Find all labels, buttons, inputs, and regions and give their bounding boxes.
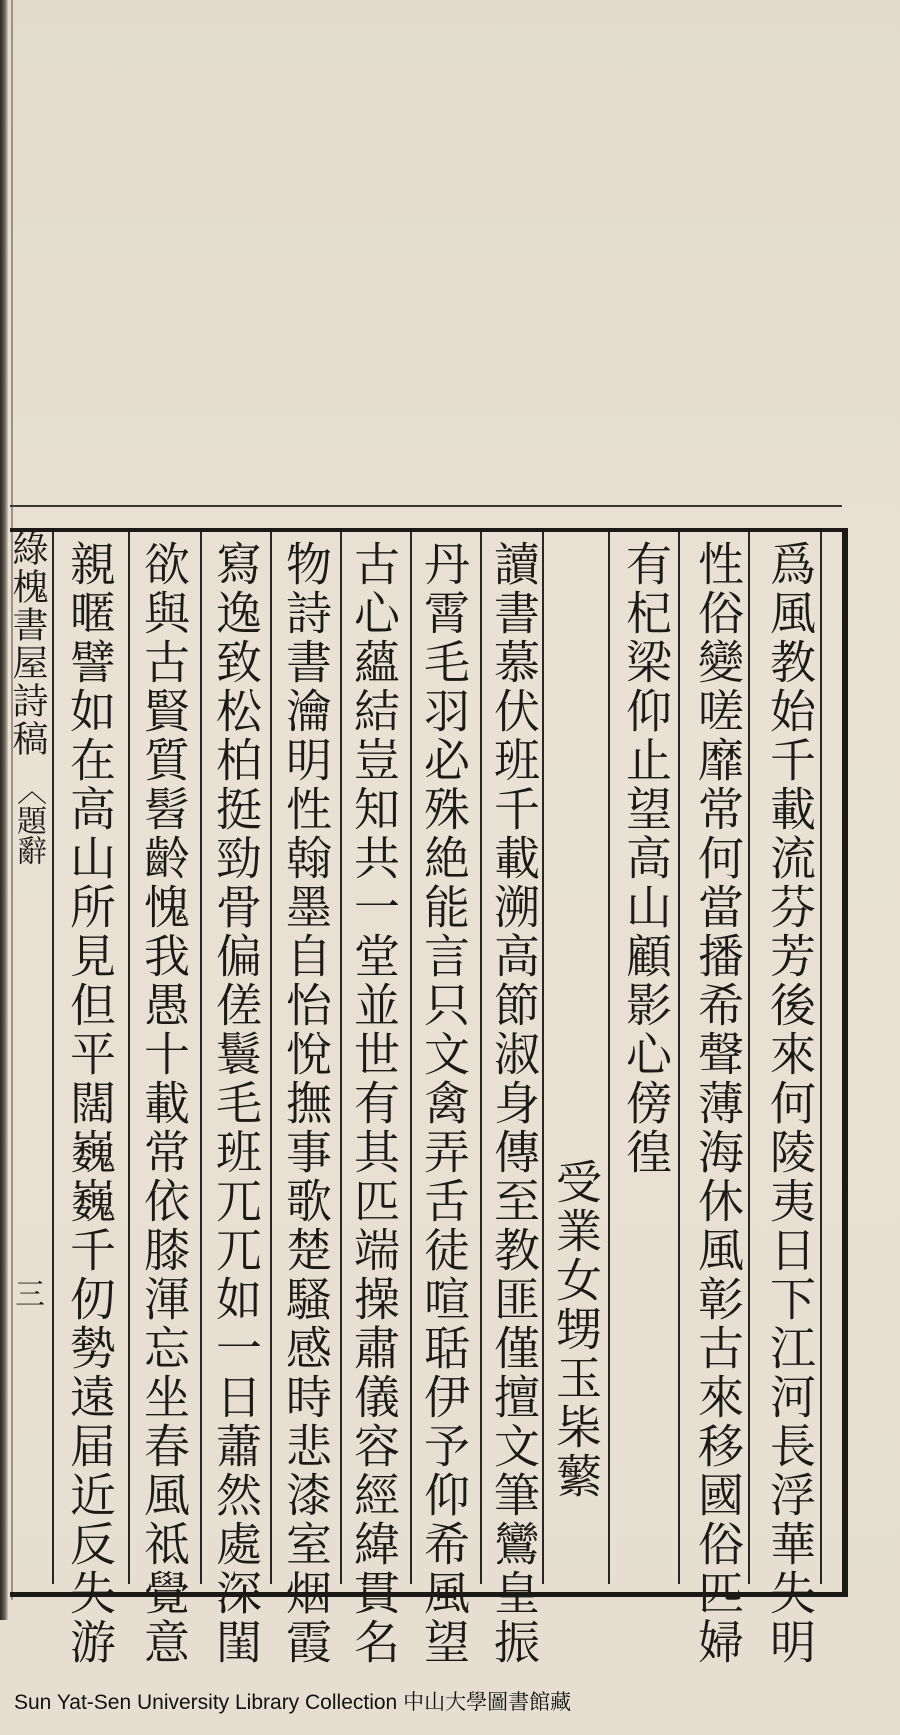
text-column-3: 有杞梁仰止望高山顧影心傍徨 [619,540,673,1177]
column-rule [678,532,680,1584]
column-rule [128,532,130,1584]
column-rule [542,532,544,1584]
text-column-5: 丹霄毛羽必殊絶能言只文禽弄舌徒喧聒伊予仰希風望 [417,540,471,1667]
column-rule [200,532,202,1584]
text-column-8: 寫逸致松柏挺勁骨偏傞鬟毛班兀兀如一日蕭然處深閨 [209,540,263,1667]
column-rule [820,532,822,1584]
frame-upper-rule [10,505,842,507]
section-mark: 〈 [11,775,46,805]
column-rule [748,532,750,1584]
section-label [6,775,46,865]
column-rule [52,532,54,1584]
column-rule [340,532,342,1584]
library-credit: Sun Yat-Sen University Library Collection 中山大學圖書館藏 [14,1691,572,1714]
section-title: 題辭 [11,805,46,865]
column-rule [608,532,610,1584]
text-column-6: 古心蘊結豈知共一堂並世有其匹端操肅儀容經緯貫名 [347,540,401,1667]
page-number: 三 [9,1278,44,1308]
column-rule [480,532,482,1584]
text-column-1: 爲風教始千載流芬芳後來何陵夷日下江河長浮華失明 [763,540,817,1667]
text-column-10: 親暱譬如在高山所見但平闊巍巍千仞勢遠届近反失游 [63,540,117,1667]
text-column-2: 性俗變嗟靡常何當播希聲薄海休風彰古來移國俗匹婦 [691,540,745,1667]
author-line: 受業女甥玉枈蘩 [549,1158,603,1501]
book-title: 綠槐書屋詩稿 [7,530,48,758]
text-column-7: 物詩書瀹明性翰墨自怡悅撫事歌楚騷感時悲漆室烟霞 [279,540,333,1667]
column-rule [410,532,412,1584]
text-column-9: 欲與古賢質髫齡愧我愚十載常依膝渾忘坐春風祗覺意 [137,540,191,1667]
text-column-4: 讀書慕伏班千載溯高節淑身傳至教匪僅擅文筆鸞皇振 [487,540,541,1667]
column-rule [270,532,272,1584]
